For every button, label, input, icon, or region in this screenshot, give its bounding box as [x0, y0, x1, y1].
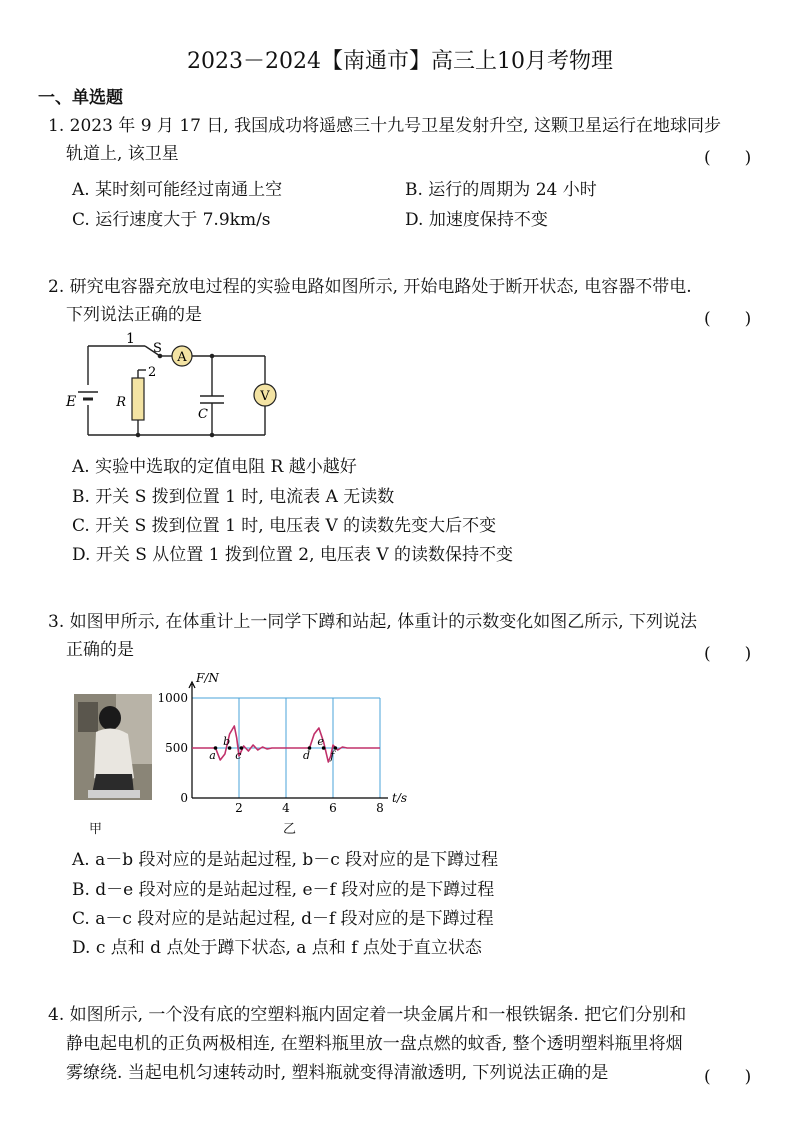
q2-answer-blank: ( )	[704, 309, 752, 329]
q2-option-b: B. 开关 S 拨到位置 1 时, 电流表 A 无读数	[72, 487, 395, 507]
chart-x-axis-label: t/s	[392, 791, 408, 805]
voltmeter-label: V	[260, 389, 270, 404]
q1-option-b: B. 运行的周期为 24 小时	[405, 180, 597, 200]
switch-position-1-label: 1	[126, 331, 135, 347]
student-on-scale-photo	[74, 694, 152, 800]
section-heading: 一、单选题	[38, 88, 123, 108]
q3-stem-line2: 正确的是	[66, 640, 134, 660]
q3-stem-line1: 3. 如图甲所示, 在体重计上一同学下蹲和站起, 体重计的示数变化如图乙所示, 下列说法	[48, 612, 698, 632]
q1-answer-blank: ( )	[704, 148, 752, 168]
q1-stem-line1: 1. 2023 年 9 月 17 日, 我国成功将遥感三十九号卫星发射升空, 这颗卫星运行在地球同步	[48, 116, 721, 136]
chart-y-tick-label: 500	[165, 741, 188, 755]
chart-x-tick-label: 2	[235, 801, 243, 815]
switch-position-2-label: 2	[148, 365, 157, 380]
q1-option-a: A. 某时刻可能经过南通上空	[72, 180, 283, 200]
q1-option-c: C. 运行速度大于 7.9km/s	[72, 210, 271, 230]
chart-point-label-e: e	[317, 735, 324, 748]
q4-answer-blank: ( )	[704, 1067, 752, 1087]
chart-y-axis-label: F/N	[196, 671, 219, 685]
chart-x-tick-label: 6	[329, 801, 337, 815]
chart-point-label-b: b	[223, 735, 231, 748]
q3-option-a: A. a－b 段对应的是站起过程, b－c 段对应的是下蹲过程	[72, 850, 499, 870]
battery-label: E	[66, 394, 77, 410]
q3-option-b: B. d－e 段对应的是站起过程, e－f 段对应的是下蹲过程	[72, 880, 495, 900]
circuit-diagram	[60, 330, 290, 442]
q3-answer-blank: ( )	[704, 644, 752, 664]
q2-stem-line2: 下列说法正确的是	[66, 305, 202, 325]
figure-yi-caption: 乙	[283, 822, 297, 837]
chart-x-tick-label: 4	[282, 801, 290, 815]
chart-point-label-c: c	[235, 749, 242, 762]
chart-y-tick-label: 1000	[157, 691, 188, 705]
q3-option-c: C. a－c 段对应的是站起过程, d－f 段对应的是下蹲过程	[72, 909, 494, 929]
q2-option-c: C. 开关 S 拨到位置 1 时, 电压表 V 的读数先变大后不变	[72, 516, 497, 536]
chart-x-tick-label: 8	[376, 801, 384, 815]
chart-point-label-f: f	[330, 749, 335, 762]
q3-option-d: D. c 点和 d 点处于蹲下状态, a 点和 f 点处于直立状态	[72, 938, 482, 958]
capacitor-label: C	[198, 407, 208, 422]
q4-stem-line3: 雾缭绕. 当起电机匀速转动时, 塑料瓶就变得清澈透明, 下列说法正确的是	[66, 1063, 609, 1083]
resistor-label: R	[116, 395, 126, 410]
chart-y-tick-label: 0	[180, 791, 188, 805]
q1-stem-line2: 轨道上, 该卫星	[66, 144, 179, 164]
force-time-chart	[150, 668, 430, 818]
q4-stem-line1: 4. 如图所示, 一个没有底的空塑料瓶内固定着一块金属片和一根铁锯条. 把它们分别和	[48, 1005, 687, 1025]
page-title: 2023－2024【南通市】高三上10月考物理	[187, 49, 613, 74]
ammeter-label: A	[177, 350, 187, 365]
q1-option-d: D. 加速度保持不变	[405, 210, 548, 230]
resistor-symbol	[132, 378, 144, 420]
chart-point-label-a: a	[209, 749, 216, 762]
figure-jia-caption: 甲	[89, 822, 103, 837]
chart-point-label-d: d	[302, 749, 311, 762]
q4-stem-line2: 静电起电机的正负两极相连, 在塑料瓶里放一盘点燃的蚊香, 整个透明塑料瓶里将烟	[66, 1034, 683, 1054]
q2-stem-line1: 2. 研究电容器充放电过程的实验电路如图所示, 开始电路处于断开状态, 电容器不带电.	[48, 277, 692, 297]
q2-option-a: A. 实验中选取的定值电阻 R 越小越好	[72, 457, 357, 477]
switch-label: S	[153, 341, 162, 356]
q2-option-d: D. 开关 S 从位置 1 拨到位置 2, 电压表 V 的读数保持不变	[72, 545, 514, 565]
